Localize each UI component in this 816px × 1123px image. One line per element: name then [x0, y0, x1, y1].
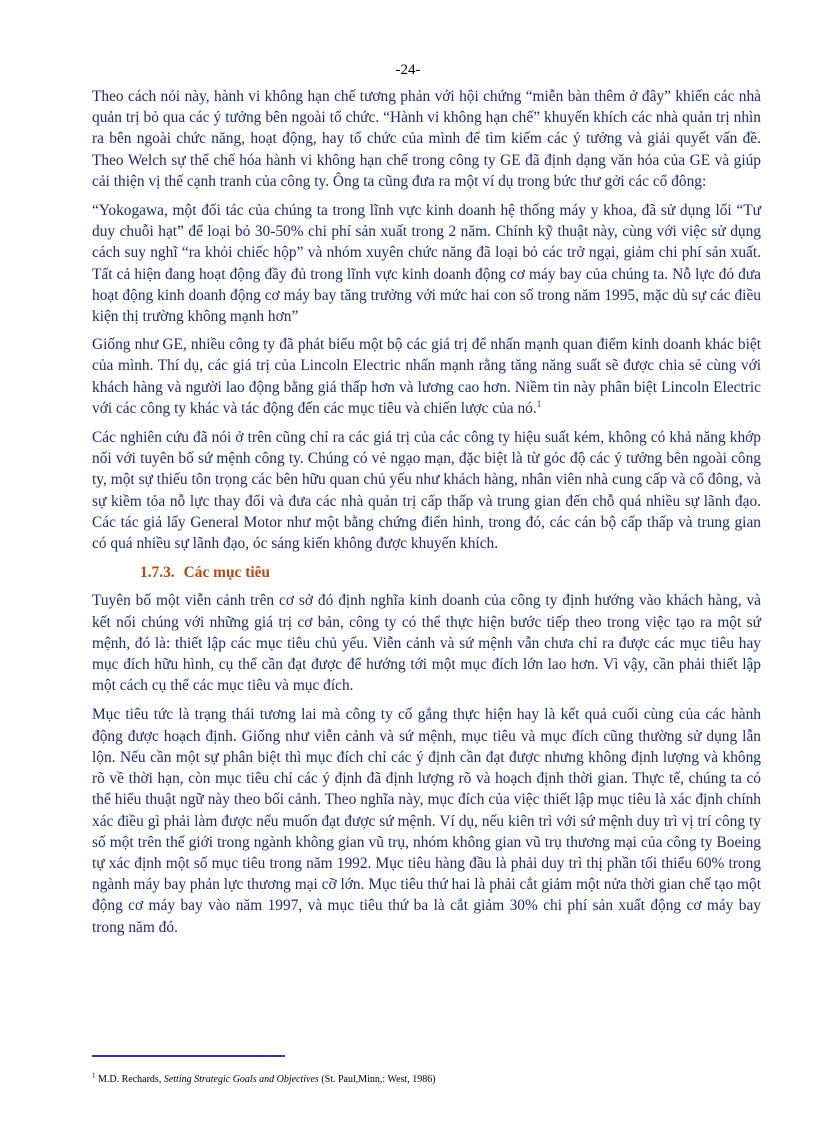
page-number: -24- — [395, 62, 421, 78]
quote-yokogawa: “Yokogawa, một đối tác của chúng ta trong lĩnh vực kinh doanh hệ thống máy y khoa, đã sử dụng lối “Tư duy chuỗi hạt” để loại bỏ 30-50% chi phí sản xuất trong 2 năm. Chính kỹ thuật này, cùng với việc sử dụng cách suy nghĩ “ra khỏi chiếc hộp” và nhóm xuyên chức năng đã loại bỏ các trở ngại, giảm chi phí sản xuất. Tất cả hiện đang hoạt động đầy đủ trong lĩnh vực kinh doanh động cơ máy bay của chúng ta. Nỗ lực đó đưa hoạt động kinh doanh động cơ máy bay tăng trưởng với mức hai con số trong năm 1995, mặc dù sự các điều kiện thị trường không mạnh hơn” — [92, 202, 761, 326]
footnote-author: M.D. Rechards, — [98, 1074, 164, 1085]
paragraph-lincoln-electric-text: Giống như GE, nhiều công ty đã phát biểu một bộ các giá trị để nhấn mạnh quan điểm kinh doanh khác biệt của mình. Thí dụ, các giá trị của Lincoln Electric nhấn mạnh rằng tăng năng suất sẽ được chia sẻ cùng với khách hàng và người lao động bằng giá thấp hơn và lương cao hơn. Niềm tin này phân biệt Lincoln Electric với các công ty khác và tác động đến các mục tiêu và chiến lược của nó. — [92, 336, 761, 417]
footnote-marker: 1 — [92, 1071, 96, 1080]
footnote-work-title: Setting Strategic Goals and Objectives — [163, 1074, 319, 1085]
paragraph-tuyen-bo-vien-canh: Tuyên bố một viễn cảnh trên cơ sở đó định nghĩa kinh doanh của công ty định hướng vào khách hàng, và kết nối chúng với những giá trị cơ bản, công ty có thể thực hiện bước tiếp theo trong việc tạo ra một sứ mệnh, đó là: thiết lập các mục tiêu chủ yếu. Viễn cảnh và sứ mệnh vẫn chưa chỉ ra được các mục tiêu hay mục đích hữu hình, cụ thể cần đạt được để hướng tới một mục đích lớn lao hơn. Vì vậy, cần phải thiết lập một cách cụ thể các mục tiêu và mục đích. — [92, 592, 761, 695]
body-content — [92, 86, 761, 946]
section-heading — [140, 562, 761, 583]
section-number: 1.7.3. — [140, 564, 175, 582]
paragraph-hanh-vi-khong-han-che: Theo cách nói này, hành vi không hạn chế tương phản với hội chứng “miễn bàn thêm ở đây” khiến các nhà quản trị bỏ qua các ý tưởng bên ngoài tổ chức. “Hành vi không hạn chế” khuyến khích các nhà quản trị nhìn ra bên ngoài chức năng, hoạt động, hay tổ chức của mình để tìm kiếm các ý tưởng và giải quyết vấn đề. Theo Welch sự thể chế hóa hành vi không hạn chế trong công ty GE đã định dạng văn hóa của GE và giúp cải thiện vị thế cạnh tranh của công ty. Ông ta cũng đưa ra một ví dụ trong bức thư gởi các cổ đông: — [92, 88, 761, 190]
section-title: Các mục tiêu — [183, 564, 270, 582]
paragraph-muc-tieu-dinh-nghia: Mục tiêu tức là trạng thái tương lai mà công ty cố gắng thực hiện hay là kết quả cuối cùng của các hành động được hoạch định. Giống như viễn cảnh và sứ mệnh, mục tiêu và mục đích cũng thường sử dụng lẫn lộn. Nếu cần một sự phân biệt thì mục đích chỉ các ý định cần đạt được nhưng không định lượng và không rõ về thời hạn, còn mục tiêu chỉ các ý định đã định lượng rõ và hoạch định thời gian. Thực tế, chúng ta có thể hiểu thuật ngữ này theo bối cảnh. Theo nghĩa này, mục đích của việc thiết lập mục tiêu là xác định chính xác điều gì phải làm được nếu muốn đạt được sứ mệnh. Ví dụ, nếu kiên trì với sứ mệnh duy trì vị trí công ty số một trên thế giới trong ngành không gian vũ trụ, nhóm không gian vũ trụ thương mại của công ty Boeing tự xác định một số mục tiêu trong năm 1992. Mục tiêu hàng đầu là phải duy trì thị phần tối thiểu 60% trong ngành máy bay phản lực thương mại cỡ lớn. Mục tiêu thứ hai là phải cắt giảm một nửa thời gian chế tạo một động cơ máy bay vào năm 1997, và mục tiêu thứ ba là cắt giảm 30% chi phí sản xuất động cơ máy bay trong năm đó. — [92, 706, 761, 936]
footnote-publication: (St. Paul,Minn,: West, 1986) — [318, 1074, 436, 1085]
footnote-divider — [92, 1055, 285, 1057]
footnote-reference[interactable]: 1 — [536, 398, 542, 409]
footnote — [92, 1071, 761, 1086]
paragraph-cong-ty-hieu-suat-kem: Các nghiên cứu đã nói ở trên cũng chỉ ra các giá trị của các công ty hiệu suất kém, không có khả năng khớp nối với tuyên bố sứ mệnh công ty. Chúng có vẻ ngạo mạn, đặc biệt là từ góc độ các ý tưởng bên ngoài công ty, một sự thiếu tôn trọng các bên hữu quan chủ yếu như khách hàng, nhân viên nhà cung cấp và cổ đông, và sự kiềm tỏa nỗ lực thay đổi và đưa các nhà quản trị cấp thấp và trung gian đến chỗ quá nhiều sự lãnh đạo. Các tác giả lấy General Motor như một bằng chứng điển hình, trong đó, các cán bộ cấp thấp và trung gian có quá nhiều sự lãnh đạo, óc sáng kiến không được khuyến khích. — [92, 429, 761, 553]
paragraph-lincoln-electric — [92, 334, 761, 419]
